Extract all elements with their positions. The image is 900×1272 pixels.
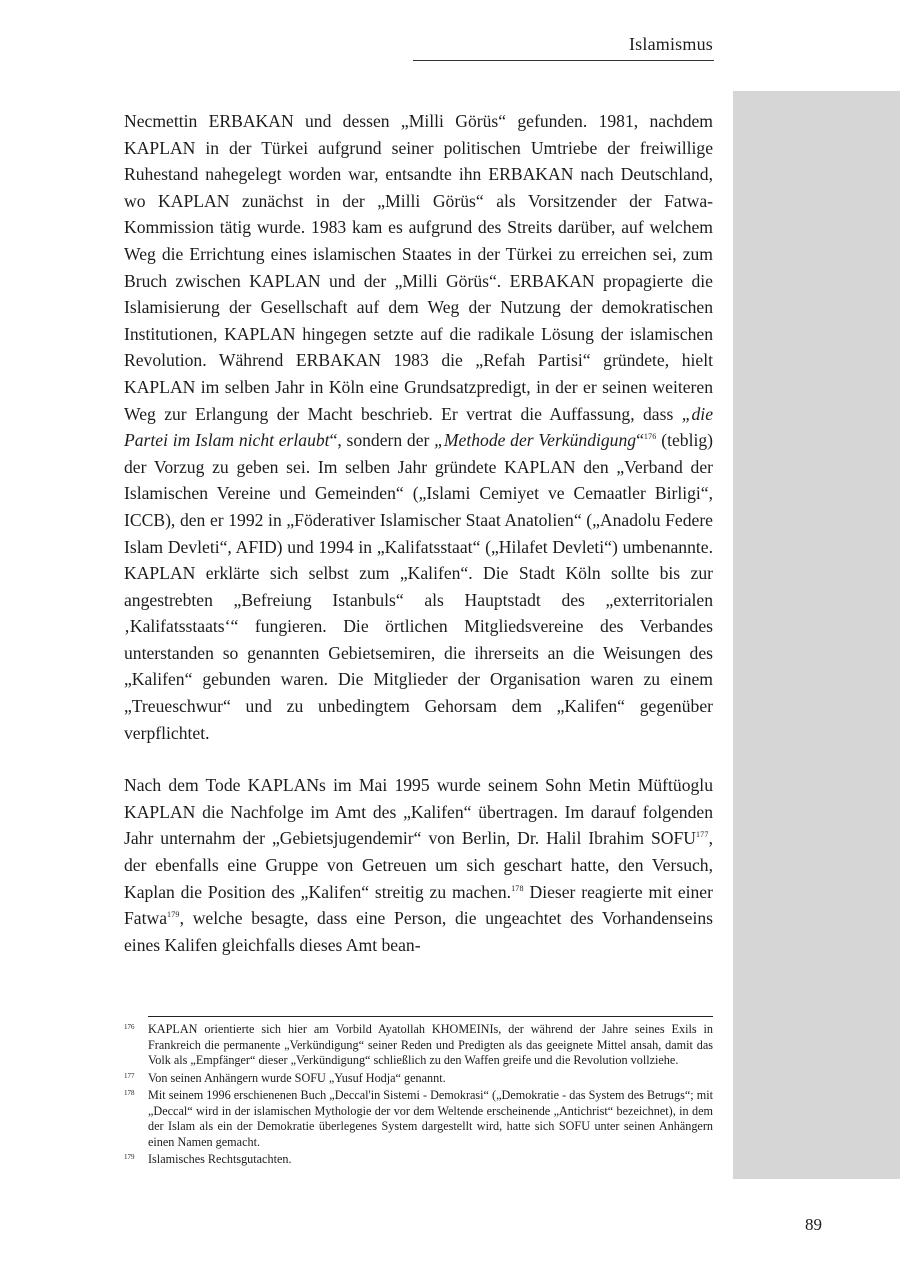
footnote-text: Von seinen Anhängern wurde SOFU „Yusuf Hodja“ genannt.: [148, 1070, 446, 1085]
footnote-177: [124, 1071, 713, 1087]
footnote-179: [124, 1152, 713, 1168]
footnote-176: [124, 1022, 713, 1069]
footnote-number: 178: [124, 1089, 135, 1097]
footnote-ref-177: 177: [695, 830, 709, 840]
paragraph-2-text-a: Nach dem Tode KAPLANs im Mai 1995 wurde seinem Sohn Metin Müftüoglu KAPLAN die Nachfolge im Amt des „Kalifen“ übertragen. Im darauf folgenden Jahr unternahm der „Gebietsjugendemir“ von Berlin, Dr. Halil Ibrahim SOFU: [124, 775, 713, 849]
footnote-ref-179: 179: [167, 910, 180, 920]
paragraph-1: [124, 108, 713, 746]
paragraph-2-text-b: , der ebenfalls eine Gruppe von Getreuen um sich geschart hatte, den Versuch, Kaplan die Position des „Kalifen“ streitig zu machen.: [124, 828, 713, 902]
paragraph-2: [124, 772, 713, 958]
footnote-number: 176: [124, 1023, 135, 1031]
footnote-text: KAPLAN orientierte sich hier am Vorbild Ayatollah KHOMEINIs, der während der Jahre seines Exils in Frankreich die permanente „Verkündigung“ seiner Reden und Predigten als das geeignete Mittel ansah, damit das Volk als „Empfänger“ dieser „Verkündigung“ schließlich zu den Waffen greife und die Revolution vollziehe.: [148, 1022, 713, 1067]
paragraph-1-text-c: “: [636, 430, 644, 451]
paragraph-2-text-d: , welche besagte, dass eine Person, die ungeachtet des Vorhandenseins eines Kalifen gleichfalls dieses Amt bean-: [124, 908, 713, 955]
quote-partei: „die Partei im Islam nicht erlaubt: [124, 403, 713, 451]
quote-methode: „Methode der Verkündigung: [434, 430, 637, 451]
footnote-number: 179: [124, 1153, 135, 1161]
footnote-text: Islamisches Rechtsgutachten.: [148, 1152, 292, 1166]
header-rule: [413, 60, 714, 61]
paragraph-2-text-c: Dieser reagierte mit einer Fatwa: [124, 881, 713, 929]
footnotes: [124, 1022, 713, 1170]
footnote-number: 177: [124, 1071, 135, 1080]
footnote-ref-176: 176: [643, 432, 657, 442]
footnote-rule: [148, 1016, 713, 1017]
footnote-178: [124, 1088, 713, 1150]
paragraph-1-text-b: “, sondern der: [329, 430, 435, 451]
page-number: 89: [805, 1215, 822, 1234]
paragraph-1-text-d: (teblig) der Vorzug zu geben sei. Im selben Jahr gründete KAPLAN den „Verband der Islamischen Vereine und Gemeinden“ („Islami Cemiyet ve Cemaatler Birligi“, ICCB), den er 1992 in „Föderativer Islamischer Staat Anatolien“ („Anadolu Federe Islam Devleti“, AFID) und 1994 in „Kalifatsstaat“ („Hilafet Devleti“) umbenannte. KAPLAN erklärte sich selbst zum „Kalifen“. Die Stadt Köln sollte bis zur angestrebten „Befreiung Istanbuls“ als Hauptstadt des „exterritorialen ‚Kalifatsstaats‘“ fungieren. Die örtlichen Mitgliedsvereine des Verbandes unterstanden so genannten Gebietsemiren, die ihrerseits an die Weisungen des „Kalifen“ gebunden waren. Die Mitglieder der Organisation waren zu einem „Treueschwur“ und zu unbedingtem Gehorsam dem „Kalifen“ gegenüber verpflichtet.: [124, 430, 714, 743]
footnote-text: Mit seinem 1996 erschienenen Buch „Deccal'in Sistemi - Demokrasi“ („Demokratie - das System des Betrugs“; mit „Deccal“ wird in der islamischen Mythologie der vor dem Weltende erscheinende „Antichrist“ bezeichnet), in dem der Islam als ein der Demokratie überlegenes System dargestellt wird, hatte sich SOFU unter seinen Anhängern einen Namen gemacht.: [148, 1088, 713, 1149]
margin-gray-bar: [733, 91, 900, 1179]
footnote-ref-178: 178: [511, 883, 524, 893]
paragraph-1-text-a: Necmettin ERBAKAN und dessen „Milli Görüs“ gefunden. 1981, nachdem KAPLAN in der Türkei aufgrund seiner politischen Umtriebe der freiwillige Ruhestand nahegelegt worden war, entsandte ihn ERBAKAN nach Deutschland, wo KAPLAN zunächst in der „Milli Görüs“ als Vorsitzender der Fatwa-Kommission tätig wurde. 1983 kam es aufgrund des Streits darüber, auf welchem Weg die Errichtung eines islamischen Staates in der Türkei zu erreichen sei, zum Bruch zwischen KAPLAN und der „Milli Görüs“. ERBAKAN propagierte die Islamisierung der Gesellschaft auf dem Weg der Nutzung der demokratischen Institutionen, KAPLAN hingegen setzte auf die radikale Lösung der islamischen Revolution. Während ERBAKAN 1983 die „Refah Partisi“ gründete, hielt KAPLAN im selben Jahr in Köln eine Grundsatzpredigt, in der er seinen weiteren Weg zur Erlangung der Macht beschrieb. Er vertrat die Auffassung, dass: [124, 111, 713, 424]
running-header-title: Islamismus: [628, 34, 713, 54]
body-text: [124, 108, 713, 958]
